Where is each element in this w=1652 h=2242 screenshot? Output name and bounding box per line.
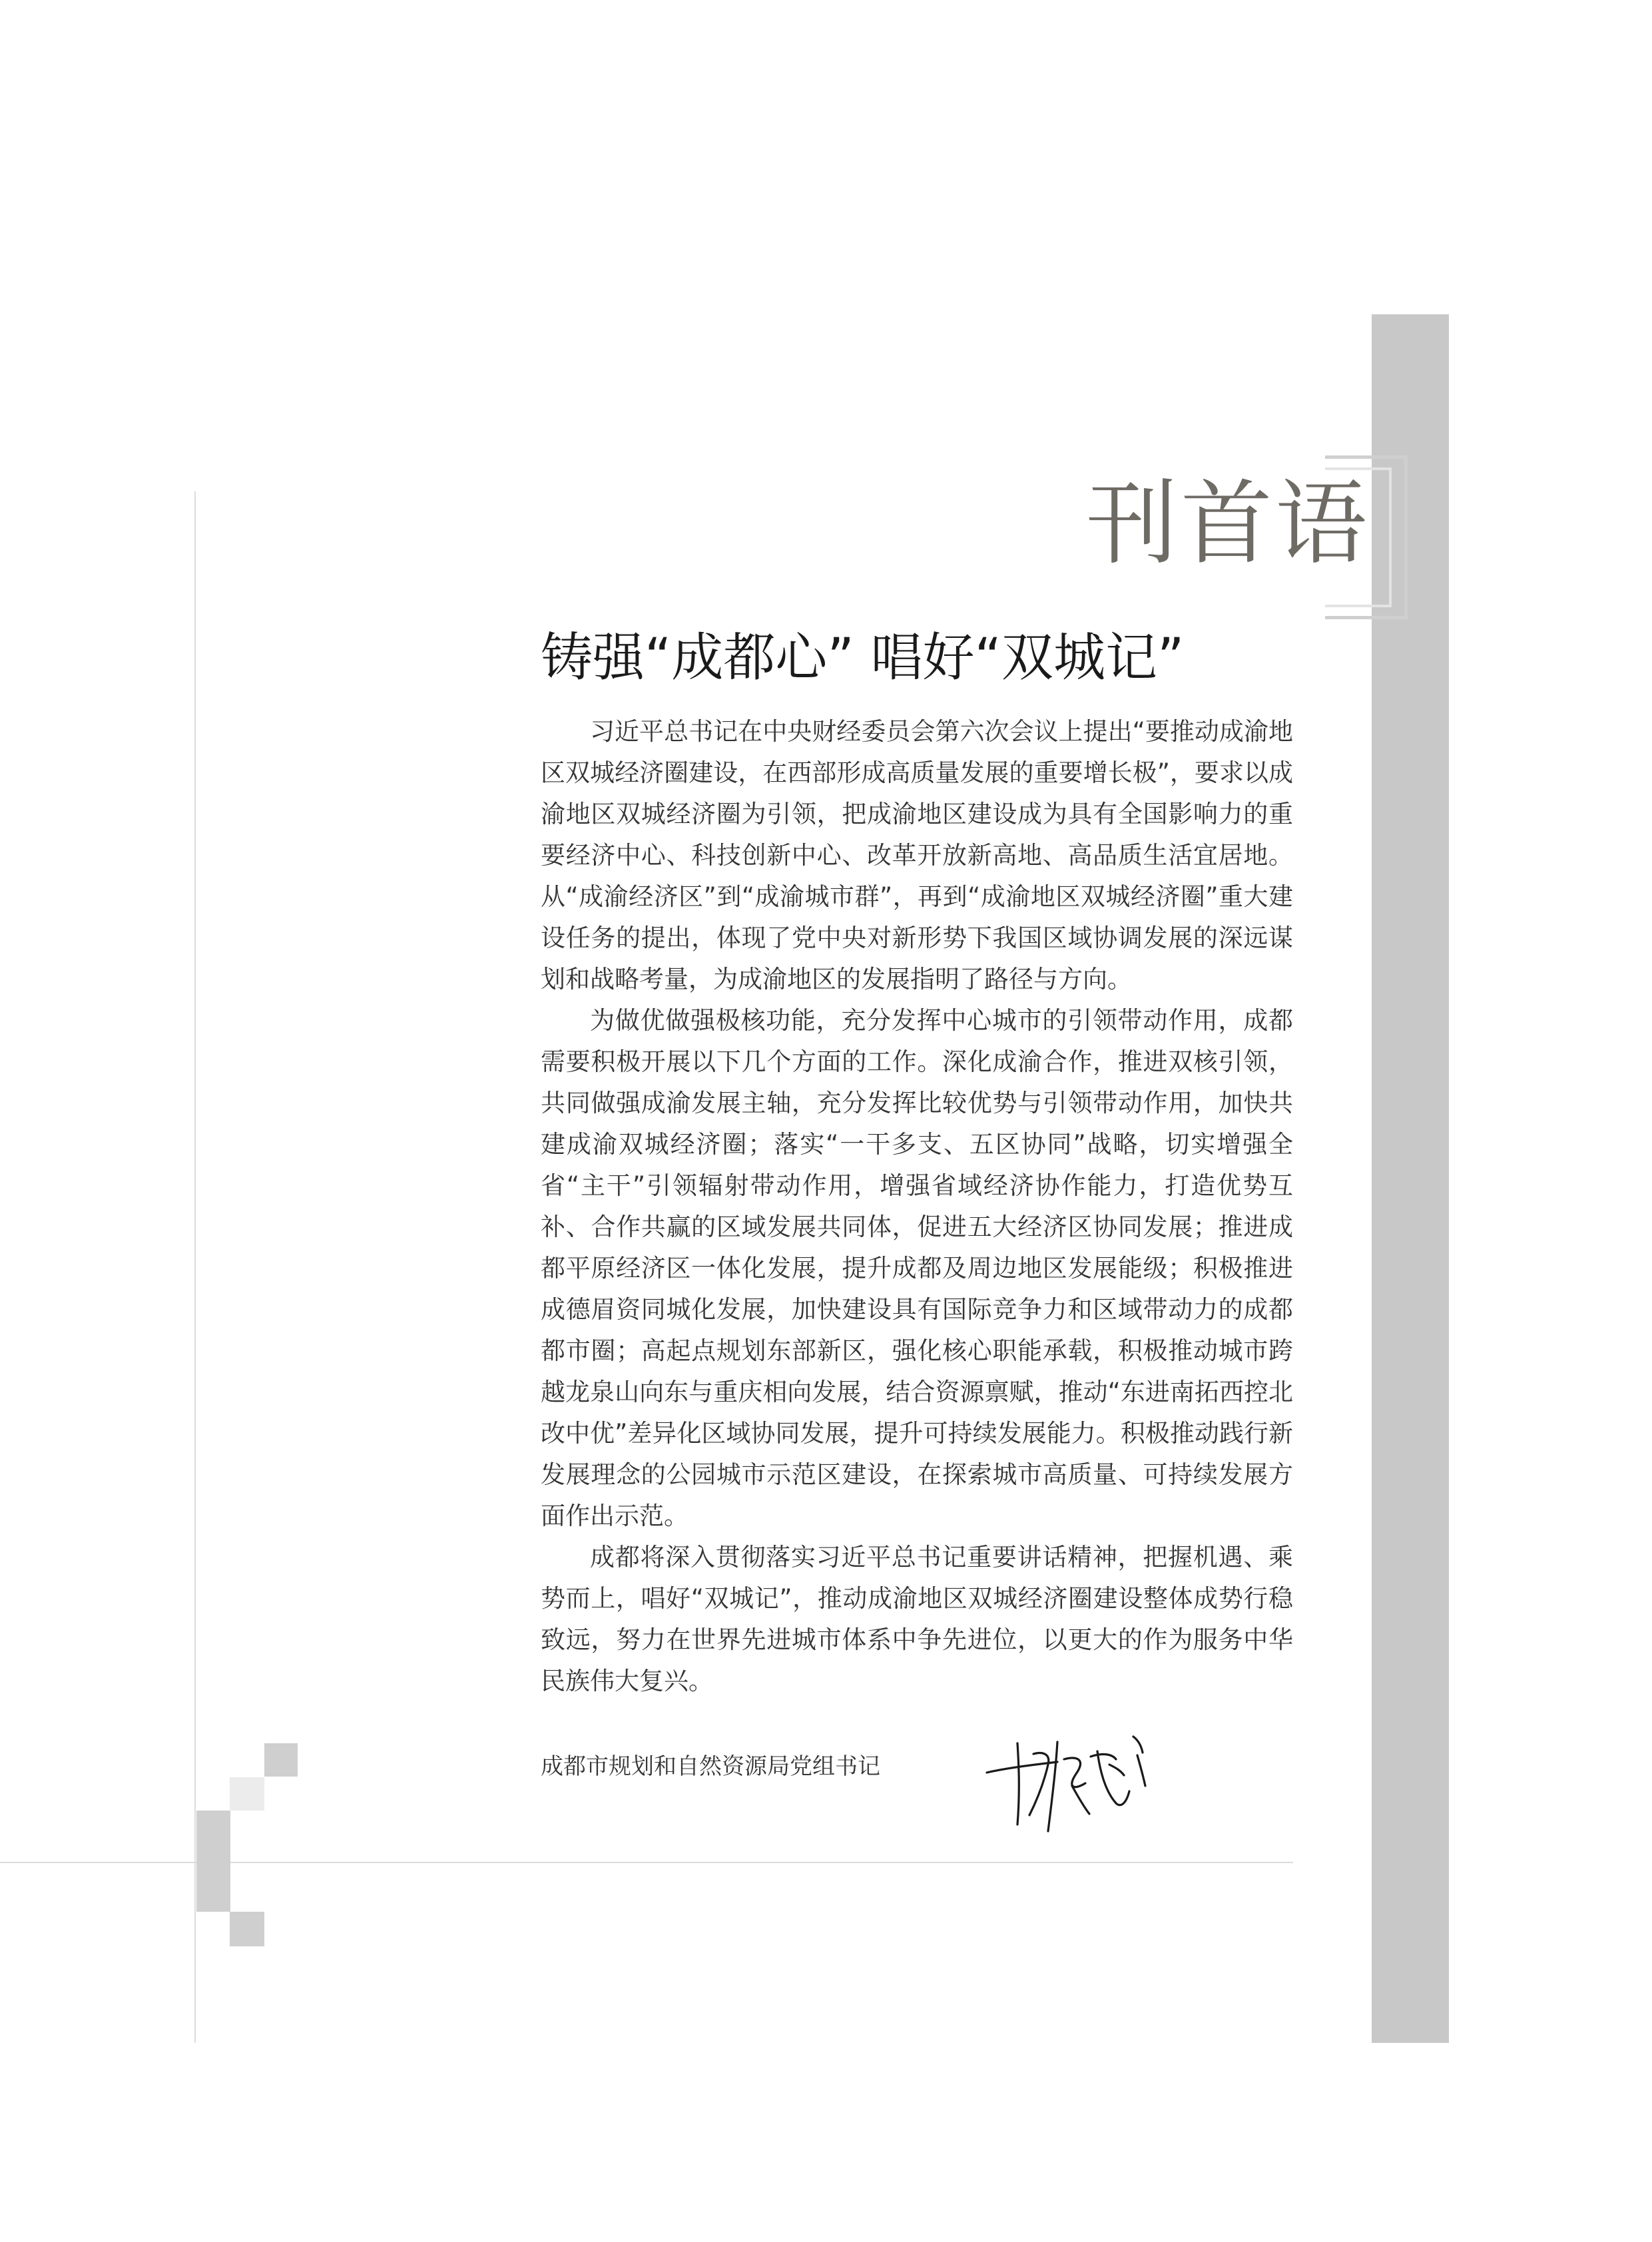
deco-square [264, 1743, 298, 1777]
author-title: 成都市规划和自然资源局党组书记 [541, 1753, 880, 1780]
article-paragraph: 为做优做强极核功能，充分发挥中心城市的引领带动作用，成都需要积极开展以下几个方面的工作。深化成渝合作，推进双核引领，共同做强成渝发展主轴，充分发挥比较优势与引领带动作用，加快共建成渝双城经济圈；落实“一干多支、五区协同”战略，切实增强全省“主干”引领辐射带动作用，增强省域经济协作能力，打造优势互补、合作共赢的区域发展共同体，促进五大经济区协同发展；推进成都平原经济区一体化发展，提升成都及周边地区发展能级；积极推进成德眉资同城化发展，加快建设具有国际竞争力和区域带动力的成都都市圈；高起点规划东部新区，强化核心职能承载，积极推动城市跨越龙泉山向东与重庆相向发展，结合资源禀赋，推动“东进南拓西控北改中优”差异化区域协同发展，提升可持续发展能力。积极推动践行新发展理念的公园城市示范区建设，在探索城市高质量、可持续发展方面作出示范。 [541, 1006, 1293, 1530]
article-title: 铸强“成都心” 唱好“双城记” [541, 628, 1185, 688]
deco-square [230, 1912, 264, 1946]
article-body [541, 711, 1293, 1702]
section-title: 刊首语 [1085, 470, 1370, 577]
deco-square [230, 1777, 264, 1811]
deco-square [196, 1811, 230, 1912]
handwritten-signature-icon [979, 1725, 1159, 1838]
left-rule [194, 491, 196, 2043]
bottom-rule [0, 1862, 1293, 1863]
article-paragraph: 成都将深入贯彻落实习近平总书记重要讲话精神，把握机遇、乘势而上，唱好“双城记”，推动成渝地区双城经济圈建设整体成势行稳致远，努力在世界先进城市体系中争先进位，以更大的作为服务中华民族伟大复兴。 [541, 1543, 1293, 1695]
article-paragraph: 习近平总书记在中央财经委员会第六次会议上提出“要推动成渝地区双城经济圈建设，在西部形成高质量发展的重要增长极”，要求以成渝地区双城经济圈为引领，把成渝地区建设成为具有全国影响力的重要经济中心、科技创新中心、改革开放新高地、高品质生活宜居地。从“成渝经济区”到“成渝城市群”，再到“成渝地区双城经济圈”重大建设任务的提出，体现了党中央对新形势下我国区域协调发展的深远谋划和战略考量，为成渝地区的发展指明了路径与方向。 [541, 717, 1293, 993]
